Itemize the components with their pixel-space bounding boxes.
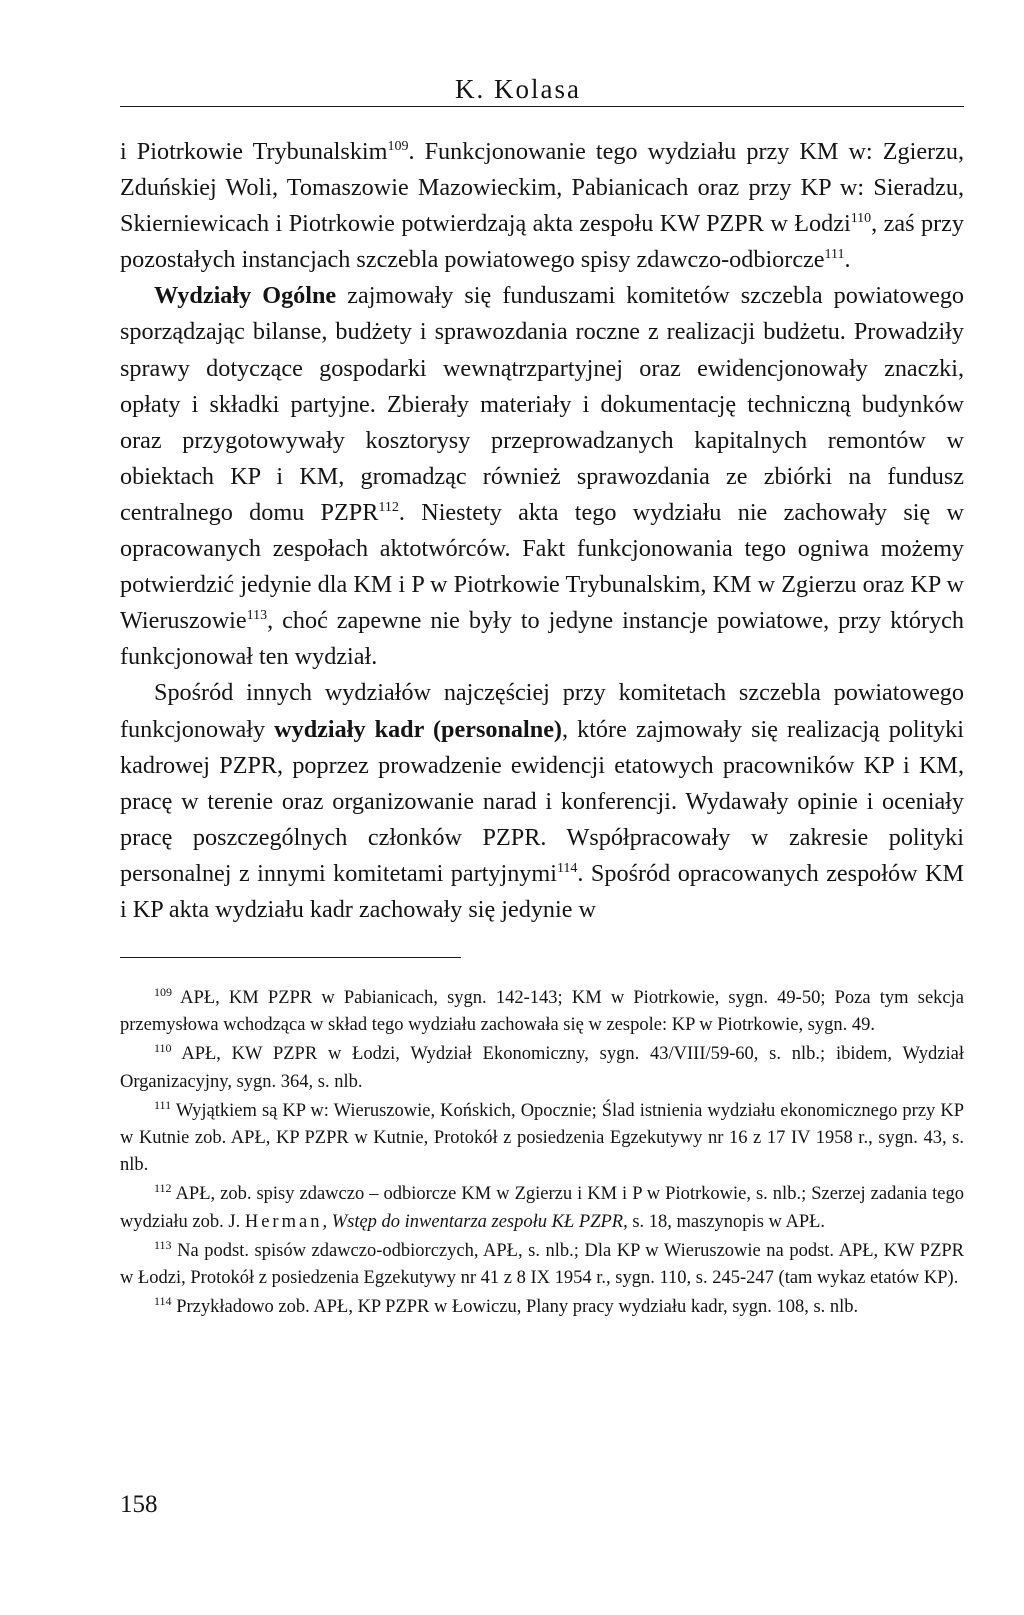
- bold-term: Wydziały Ogólne: [154, 282, 337, 310]
- body-text-run: .: [844, 246, 851, 274]
- body-text-run: , zaś przy pozostałych instancjach szczebla powiatowego spisy zdawczo-odbiorcze: [120, 210, 964, 274]
- footnote-ref: 114: [556, 860, 578, 876]
- footnote-number: 113: [154, 1237, 172, 1252]
- footnote-work-title: Wstęp do inwentarza zespołu KŁ PZPR: [331, 1211, 624, 1232]
- footnotes: [120, 985, 964, 1323]
- footnote-text: Na podst. spisów zdawczo-odbiorczych, APŁ, s. nlb.; Dla KP w Wieruszowie na podst. APŁ, KW PZPR w Łodzi, Protokół z posiedzenia Egzekutywy nr 41 z 8 IX 1954 r., sygn. 110, s. 245-247 (tam wykaz etatów KP).: [120, 1240, 965, 1289]
- body-text-run: . Spośród opracowanych zespołów KM i KP akta wydziału kadr zachowały się jedynie w: [120, 859, 964, 923]
- footnote-text: , s. 18, maszynopis w APŁ.: [623, 1211, 826, 1232]
- footnote-ref: 113: [246, 608, 268, 624]
- body-paragraph: [120, 278, 964, 675]
- footnote-text: APŁ, KW PZPR w Łodzi, Wydział Ekonomiczny, sygn. 43/VIII/59-60, s. nlb.; ibidem, Wydział Organizacyjny, sygn. 364, s. nlb.: [120, 1044, 964, 1092]
- footnote-ref: 111: [824, 247, 845, 263]
- body-paragraph: [120, 134, 964, 278]
- footnote-number: 109: [154, 985, 172, 999]
- body-text-run: , choć zapewne nie były to jedyne instancje powiatowe, przy których funkcjonował ten wydział.: [120, 607, 964, 671]
- footnote-text: Przykładowo zob. APŁ, KP PZPR w Łowiczu, Plany pracy wydziału kadr, sygn. 108, s. nlb.: [176, 1297, 859, 1318]
- footnote-number: 112: [154, 1181, 172, 1196]
- body-text-run: i Piotrkowie Trybunalskim: [120, 138, 388, 165]
- footnote-text: APŁ, KM PZPR w Pabianicach, sygn. 142-143; KM w Piotrkowie, sygn. 49-50; Poza tym sekcja przemysłowa wchodząca w skład tego wydziału zachowała się w zespole: KP w Piotrkowie, sygn. 49.: [120, 988, 964, 1036]
- footnote-text: ,: [322, 1211, 332, 1232]
- body-text: [120, 134, 964, 928]
- footnote-number: 114: [154, 1294, 172, 1309]
- footnote-110: [120, 1041, 964, 1095]
- body-text-run: zajmowały się funduszami komitetów szczebla powiatowego sporządzając bilanse, budżety i sprawozdania roczne z realizacji budżetu. Prowadziły sprawy dotyczące gospodarki wewnątrzpartyjnej oraz ewidencjonowały znaczki, opłaty i składki partyjne. Zbierały materiały i dokumentację techniczną budynków oraz przygotowywały kosztorysy przeprowadzanych kapitalnych remontów w obiektach KP i KM, gromadząc również sprawozdania ze zbiórki na fundusz centralnego domu PZPR: [120, 282, 965, 526]
- footnote-ref: 112: [378, 499, 399, 515]
- body-text-run: Spośród innych wydziałów najczęściej przy komitetach szczebla powiatowego funkcjonowały: [120, 679, 964, 743]
- footnote-divider: [120, 957, 461, 958]
- footnote-112: [120, 1181, 964, 1235]
- page-number: 158: [120, 1491, 158, 1518]
- body-text-run: . Funkcjonowanie tego wydziału przy KM w: Zgierzu, Zduńskiej Woli, Tomaszowie Mazowieckim, Pabianicach oraz przy KP w: Sieradzu, Skierniewicach i Piotrkowie potwierdzają akta zespołu KW PZPR w Łodzi: [120, 138, 964, 238]
- footnote-111: [120, 1098, 964, 1180]
- footnote-number: 111: [154, 1097, 172, 1112]
- footnote-109: [120, 985, 964, 1039]
- body-text-run: , które zajmowały się realizacją polityki kadrowej PZPR, poprzez prowadzenie ewidencji etatowych pracowników KP i KM, pracę w terenie oraz organizowanie narad i konferencji. Wydawały opinie i oceniały pracę poszczególnych członków PZPR. Współpracowały w zakresie polityki personalnej z innymi komitetami partyjnymi: [120, 715, 964, 887]
- body-text-run: . Niestety akta tego wydziału nie zachowały się w opracowanych zespołach aktotwórców. Fakt funkcjonowania tego ogniwa możemy potwierdzić jedynie dla KM i P w Piotrkowie Trybunalskim, KM w Zgierzu oraz KP w Wieruszowie: [120, 498, 964, 635]
- footnote-text: APŁ, zob. spisy zdawczo – odbiorcze KM w Zgierzu i KM i P w Piotrkowie, s. nlb.; Szerzej zadania tego wydziału zob. J.: [120, 1184, 964, 1232]
- footnote-114: [120, 1294, 964, 1321]
- footnote-ref: 110: [850, 211, 872, 227]
- footnote-text: Wyjątkiem są KP w: Wieruszowie, Końskich, Opocznie; Ślad istnienia wydziału ekonomicznego przy KP w Kutnie zob. APŁ, KP PZPR w Kutnie, Protokół z posiedzenia Egzekutywy nr 16 z 17 IV 1958 r., sygn. 43, s. nlb.: [120, 1100, 964, 1176]
- bold-term: wydziały kadr (personalne): [274, 715, 562, 743]
- running-title: K. Kolasa: [455, 74, 581, 104]
- footnote-113: [120, 1238, 964, 1292]
- footnote-author: Herman: [244, 1211, 323, 1232]
- footnote-ref: 109: [387, 139, 409, 154]
- footnote-number: 110: [154, 1041, 172, 1056]
- body-paragraph: [120, 675, 964, 928]
- running-header: [120, 70, 964, 107]
